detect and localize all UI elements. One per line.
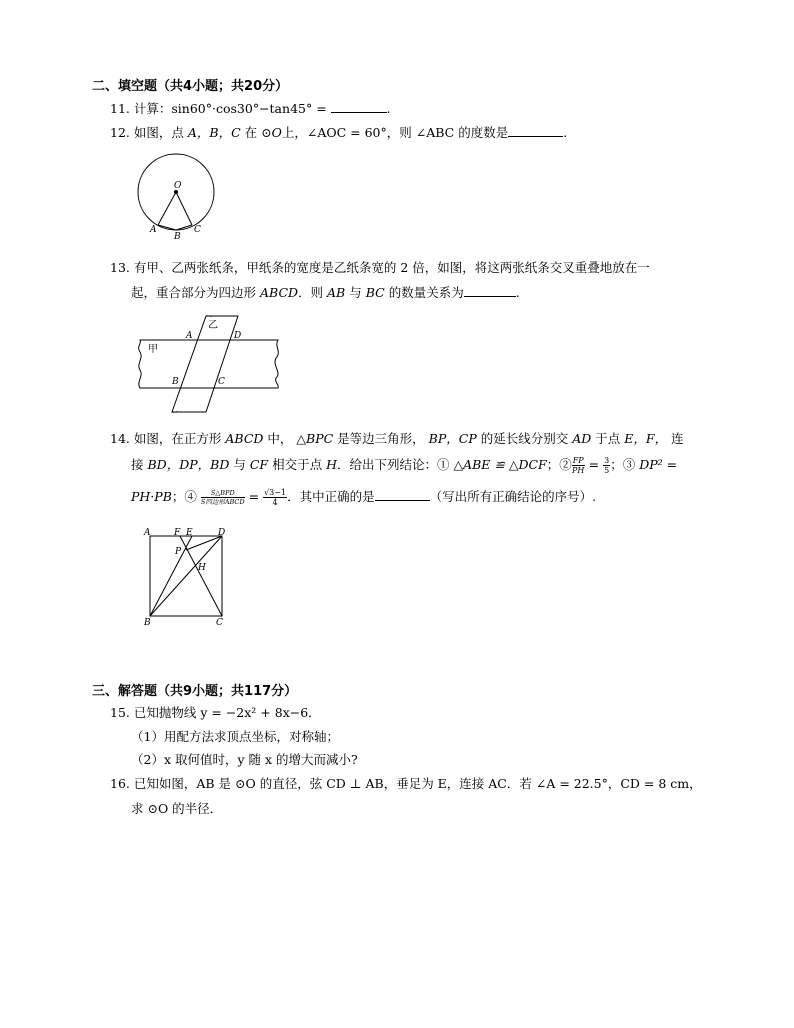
fraction-3-5: $\frac{3}{5}$ (604, 456, 610, 475)
section-3-title: 三、解答题（共9小题；共117分） (92, 684, 298, 699)
question-13-line-1 (110, 259, 650, 277)
question-text: 的数量关系为 (388, 285, 464, 300)
period: . (386, 101, 391, 116)
math-ad: AD (572, 431, 592, 446)
question-16-line-1 (110, 775, 702, 793)
question-number: 16. (110, 776, 130, 791)
label-yi: 乙 (208, 320, 218, 331)
period: . (563, 125, 568, 140)
math-ab: AB (327, 285, 346, 300)
question-text: 已知抛物线 y = −2x² + 8x−6． (133, 705, 321, 720)
question-text: 有甲、乙两张纸条，甲纸条的宽度是乙纸条宽的 2 倍，如图，将这两张纸条交叉重叠地放在一 (133, 260, 650, 275)
question-text: ；④ (171, 489, 197, 504)
period: . (515, 285, 520, 300)
math-dp-squared: DP² = (639, 457, 678, 472)
fraction-sqrt3: $\frac{√3-1}{4}$ (264, 488, 287, 507)
question-text: 的延长线分别交 (480, 431, 569, 446)
math-cf: CF (249, 457, 269, 472)
question-text: 上，∠AOC = 60°，则 ∠ABC 的度数是 (281, 125, 509, 140)
label-jia: 甲 (148, 344, 158, 355)
math-h: H (326, 457, 337, 472)
label-F: F (174, 528, 181, 538)
answer-blank (375, 488, 430, 501)
question-number: 13. (110, 260, 130, 275)
circle-figure (136, 150, 226, 242)
label-O: O (174, 181, 182, 191)
answer-blank (508, 124, 563, 137)
question-number: 12. (110, 125, 130, 140)
question-text: ；② (546, 457, 572, 472)
question-text: ．则 (298, 285, 324, 300)
question-11 (110, 100, 391, 118)
math-square: ABCD (225, 431, 264, 446)
question-14-line-3 (131, 488, 596, 507)
question-number: 15. (110, 705, 130, 720)
question-number: 14. (110, 431, 130, 446)
math-product: PH·PB (131, 489, 172, 504)
label-B: B (172, 377, 179, 387)
question-number: 11. (110, 101, 130, 116)
math-triangle: △BPC (296, 431, 334, 446)
math-circle: ⊙O (261, 125, 282, 140)
question-text: 已知如图，AB 是 ⊙O 的直径，弦 CD ⊥ AB，垂足为 E，连接 AC．若 ∠A = 22.5°，CD = 8 cm， (133, 776, 702, 791)
question-text: ．给出下列结论：① (336, 457, 450, 472)
question-text: 与 (233, 457, 246, 472)
question-text: 连 (671, 431, 684, 446)
question-text: 如图，点 (133, 125, 184, 140)
question-text: 如图，在正方形 (133, 431, 222, 446)
label-A: A (144, 528, 151, 538)
fraction-area-ratio: $\frac{\text{S△BPD}}{\text{S四边形ABCD}}$ (200, 489, 245, 506)
question-text: ．其中正确的是 (287, 489, 375, 504)
square-figure (140, 524, 235, 628)
question-15-part-1: （1）用配方法求顶点坐标，对称轴； (131, 729, 339, 744)
question-text: 相交于点 (272, 457, 323, 472)
paper-strips-figure (134, 314, 284, 416)
equals: = (248, 489, 260, 504)
math-segments: BP，CP (428, 431, 477, 446)
question-15 (110, 704, 321, 722)
question-text: 接 (131, 457, 144, 472)
section-2-title: 二、填空题（共4小题；共20分） (92, 79, 289, 94)
answer-blank (331, 100, 387, 113)
question-14-line-1 (110, 430, 684, 448)
math-points: A，B，C (187, 125, 241, 140)
math-quad: ABCD (260, 285, 299, 300)
label-C: C (194, 225, 201, 235)
question-text: 中， (267, 431, 293, 446)
question-text: 是等边三角形， (337, 431, 425, 446)
equals: = (588, 457, 600, 472)
label-E: E (186, 528, 193, 538)
question-text: 与 (349, 285, 362, 300)
label-P: P (175, 547, 182, 557)
label-D: D (218, 528, 226, 538)
question-text: ；③ (610, 457, 636, 472)
label-A: A (186, 331, 193, 341)
label-H: H (198, 563, 206, 573)
question-text: 起，重合部分为四边形 (131, 285, 257, 300)
question-16-line-2: 求 ⊙O 的半径． (131, 801, 223, 816)
math-points: E，F， (624, 431, 668, 446)
question-text: 在 (244, 125, 258, 140)
math-segments: BD，DP，BD (147, 457, 230, 472)
label-C: C (216, 618, 223, 628)
question-text: 于点 (595, 431, 621, 446)
question-14-line-2 (131, 456, 677, 475)
answer-blank (464, 284, 516, 297)
question-text: （写出所有正确结论的序号）. (429, 489, 597, 504)
question-12 (110, 124, 567, 142)
label-B: B (174, 232, 181, 242)
label-D: D (234, 331, 242, 341)
fraction-fp-ph: $\frac{FP}{PH}$ (572, 456, 585, 475)
label-B: B (144, 618, 151, 628)
label-C: C (218, 377, 225, 387)
question-15-part-2: （2）x 取何值时，y 随 x 的增大而减小? (131, 752, 358, 767)
math-bc: BC (365, 285, 385, 300)
question-13-line-2 (131, 284, 520, 302)
math-congruence: △ABE ≌ △DCF (453, 457, 547, 472)
question-text: 计算：sin60°·cos30°−tan45° = (133, 101, 327, 116)
label-A: A (150, 225, 157, 235)
